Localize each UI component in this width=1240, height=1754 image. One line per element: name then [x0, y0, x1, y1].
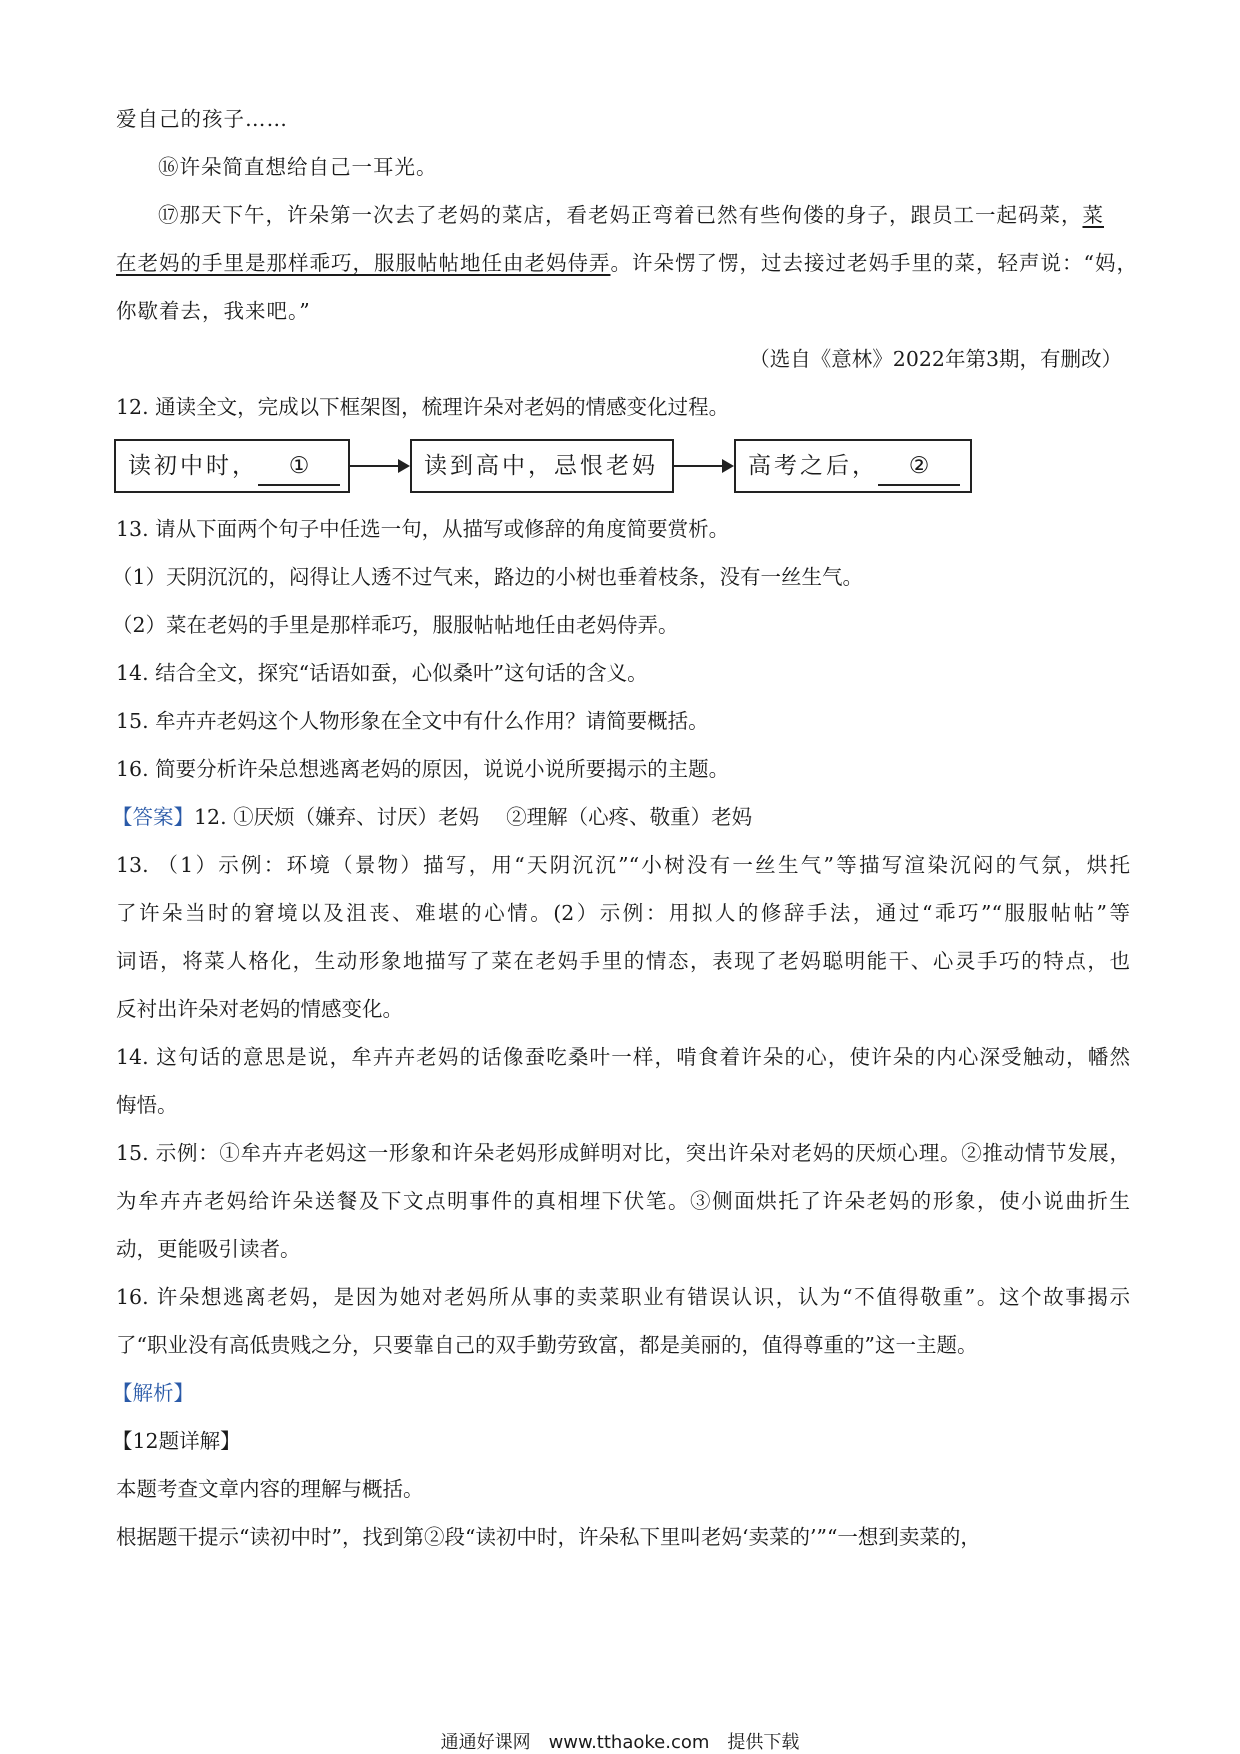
answer-12 [112, 802, 752, 832]
story-paragraph-17-line-3: 你歇着去，我来吧。” [116, 299, 311, 323]
story-text: 。许朵愣了愣，过去接过老妈手里的菜，轻声说：“妈， [610, 251, 1138, 275]
underlined-sentence: 在老妈的手里是那样乖巧，服服帖帖地任由老妈侍弄 [116, 251, 611, 275]
framework-box-3 [734, 439, 972, 493]
framework-box-2: 读到高中，忌恨老妈 [410, 439, 674, 493]
footer-watermark: 通通好课网 www.tthaoke.com 提供下载 [440, 1732, 800, 1753]
story-paragraph-16: ⑯许朵简直想给自己一耳光。 [158, 155, 438, 179]
source-citation: （选自《意林》2022年第3期，有删改） [749, 347, 1122, 371]
answer-16-line-1: 16. 许朵想逃离老妈，是因为她对老妈所从事的卖菜职业有错误认识，认为“不值得敬重”。这个故事揭示 [116, 1285, 1130, 1309]
underlined-sentence: 菜 [1082, 203, 1104, 227]
answer-13-line-4: 反衬出许朵对老妈的情感变化。 [116, 997, 403, 1021]
framework-box-1-label: 读初中时， [128, 453, 258, 479]
question-14: 14. 结合全文，探究“话语如蚕，心似桑叶”这句话的含义。 [116, 661, 648, 685]
question-12: 12. 通读全文，完成以下框架图，梳理许朵对老妈的情感变化过程。 [116, 395, 730, 419]
answer-tag: 【答案】 [112, 805, 194, 829]
answer-16-line-2: 了“职业没有高低贵贱之分，只要靠自己的双手勤劳致富，都是美丽的，值得尊重的”这一主题。 [116, 1333, 978, 1357]
story-paragraph-17-line-2 [116, 248, 1138, 278]
question-16: 16. 简要分析许朵总想逃离老妈的原因，说说小说所要揭示的主题。 [116, 757, 730, 781]
answer-blank-1: ① [258, 448, 340, 486]
answer-blank-2: ② [878, 448, 960, 486]
answer-15-line-3: 动，更能吸引读者。 [116, 1237, 301, 1261]
answer-15-line-2: 为牟卉卉老妈给许朵送餐及下文点明事件的真相埋下伏笔。③侧面烘托了许朵老妈的形象，使小说曲折生 [116, 1189, 1130, 1213]
question-15: 15. 牟卉卉老妈这个人物形象在全文中有什么作用？请简要概括。 [116, 709, 709, 733]
framework-box-1 [114, 439, 350, 493]
answer-14-line-2: 悔悟。 [116, 1093, 178, 1117]
framework-diagram [114, 439, 972, 497]
question-13: 13. 请从下面两个句子中任选一句，从描写或修辞的角度简要赏析。 [116, 517, 730, 541]
answer-13-line-1: 13. （1）示例：环境（景物）描写，用“天阴沉沉”“小树没有一丝生气”等描写渲染沉闷的气氛，烘托 [116, 853, 1130, 877]
story-line: 爱自己的孩子…… [116, 107, 288, 131]
analysis-tag: 【解析】 [112, 1381, 194, 1405]
story-text: ⑰那天下午，许朵第一次去了老妈的菜店，看老妈正弯着已然有些佝偻的身子，跟员工一起码菜， [158, 203, 1083, 227]
analysis-12-heading: 【12题详解】 [112, 1429, 241, 1453]
answer-13-line-2: 了许朵当时的窘境以及沮丧、难堪的心情。(2）示例：用拟人的修辞手法，通过“乖巧”“服服帖帖”等 [116, 901, 1130, 925]
answer-13-line-3: 词语，将菜人格化，生动形象地描写了菜在老妈手里的情态，表现了老妈聪明能干、心灵手巧的特点，也 [116, 949, 1130, 973]
analysis-12-line-1: 本题考查文章内容的理解与概括。 [116, 1477, 424, 1501]
answer-14-line-1: 14. 这句话的意思是说，牟卉卉老妈的话像蚕吃桑叶一样，啃食着许朵的心，使许朵的内心深受触动，幡然 [116, 1045, 1130, 1069]
flow-arrow [674, 465, 732, 467]
answer-12-text: 12. ①厌烦（嫌弃、讨厌）老妈 ②理解（心疼、敬重）老妈 [194, 805, 753, 829]
analysis-12-line-2: 根据题干提示“读初中时”，找到第②段“读初中时，许朵私下里叫老妈‘卖菜的’”“一想到卖菜的， [116, 1525, 981, 1549]
question-13-sentence-1: （1）天阴沉沉的，闷得让人透不过气来，路边的小树也垂着枝条，没有一丝生气。 [112, 565, 864, 589]
story-paragraph-17-line-1 [158, 200, 1130, 230]
question-13-sentence-2: （2）菜在老妈的手里是那样乖巧，服服帖帖地任由老妈侍弄。 [112, 613, 679, 637]
framework-box-3-label: 高考之后， [748, 453, 878, 479]
answer-15-line-1: 15. 示例：①牟卉卉老妈这一形象和许朵老妈形成鲜明对比，突出许朵对老妈的厌烦心理。②推动情节发展， [116, 1141, 1130, 1165]
flow-arrow [350, 465, 408, 467]
